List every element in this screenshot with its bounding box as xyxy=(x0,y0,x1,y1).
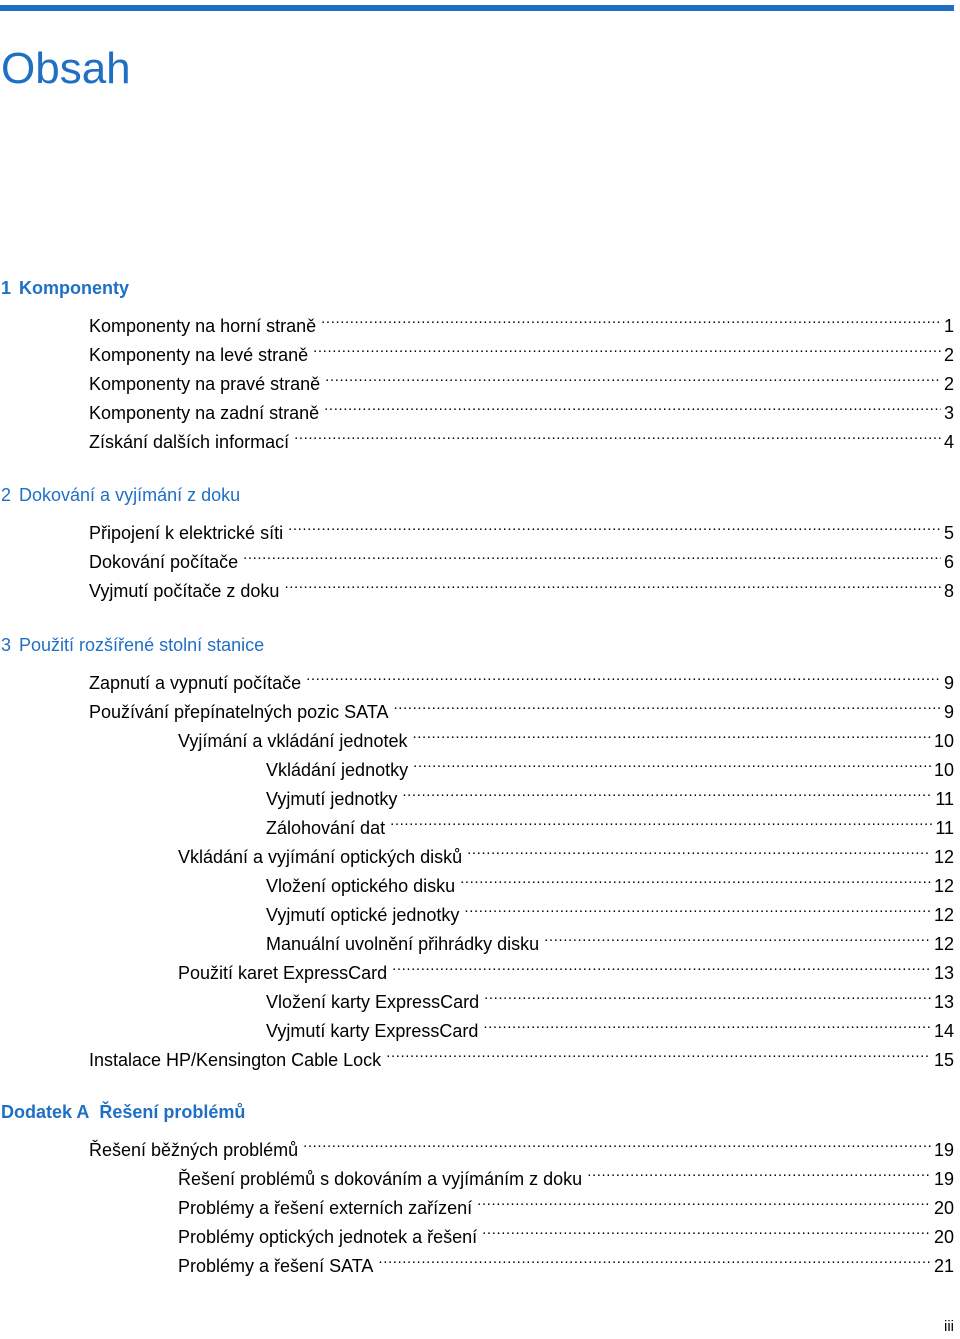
toc-entry[interactable] xyxy=(89,332,954,365)
toc-entry[interactable] xyxy=(266,863,954,896)
entry-page: 9 xyxy=(943,702,954,722)
dot-leader xyxy=(325,361,941,390)
dot-leader xyxy=(467,834,931,863)
header-rule xyxy=(0,5,954,11)
dot-leader xyxy=(464,892,931,921)
entry-label: Manuální uvolnění přihrádky disku xyxy=(266,934,540,954)
entry-page: 8 xyxy=(943,581,954,601)
entry-label: Problémy optických jednotek a řešení xyxy=(178,1227,478,1247)
chapter-number: 2 xyxy=(1,485,12,505)
chapter-name: Řešení problémů xyxy=(99,1102,246,1122)
entry-page: 2 xyxy=(943,374,954,394)
chapter-name: Komponenty xyxy=(19,278,130,298)
toc-entry[interactable] xyxy=(89,361,954,394)
chapter-number: 3 xyxy=(1,635,12,655)
toc-entry[interactable] xyxy=(89,419,954,452)
dot-leader xyxy=(303,1127,931,1156)
entry-label: Řešení běžných problémů xyxy=(89,1140,299,1160)
toc-entry[interactable] xyxy=(178,1185,954,1218)
chapter-number: 1 xyxy=(1,278,12,298)
entry-page: 19 xyxy=(933,1140,954,1160)
dot-leader xyxy=(313,332,941,361)
toc-entry[interactable] xyxy=(178,1243,954,1276)
entry-label: Komponenty na zadní straně xyxy=(89,403,320,423)
toc-entry[interactable] xyxy=(89,303,954,336)
toc-entry[interactable] xyxy=(266,805,954,838)
entry-page: 12 xyxy=(933,847,954,867)
dot-leader xyxy=(477,1185,931,1214)
toc-entry[interactable] xyxy=(178,1156,954,1189)
page-number: iii xyxy=(944,1318,954,1335)
toc-entry[interactable] xyxy=(266,921,954,954)
toc-entry[interactable] xyxy=(266,1008,954,1041)
entry-page: 13 xyxy=(933,992,954,1012)
entry-label: Vložení optického disku xyxy=(266,876,456,896)
toc-entry[interactable] xyxy=(89,1037,954,1070)
entry-page: 11 xyxy=(935,818,954,838)
entry-page: 9 xyxy=(943,673,954,693)
dot-leader xyxy=(587,1156,931,1185)
toc-entry[interactable] xyxy=(89,1127,954,1160)
dot-leader xyxy=(544,921,931,950)
chapter-heading[interactable] xyxy=(1,481,240,510)
dot-leader xyxy=(324,390,941,419)
entry-label: Instalace HP/Kensington Cable Lock xyxy=(89,1050,382,1070)
entry-label: Vkládání jednotky xyxy=(266,760,409,780)
entry-page: 15 xyxy=(933,1050,954,1070)
dot-leader xyxy=(483,1008,931,1037)
entry-page: 4 xyxy=(943,432,954,452)
dot-leader xyxy=(484,979,931,1008)
entry-page: 12 xyxy=(933,934,954,954)
entry-label: Získání dalších informací xyxy=(89,432,290,452)
dot-leader xyxy=(413,747,931,776)
toc-entry[interactable] xyxy=(178,950,954,983)
entry-page: 13 xyxy=(933,963,954,983)
dot-leader xyxy=(392,950,931,979)
dot-leader xyxy=(378,1243,931,1272)
chapter-name: Použití rozšířené stolní stanice xyxy=(19,635,265,655)
entry-label: Použití karet ExpressCard xyxy=(178,963,388,983)
entry-label: Komponenty na horní straně xyxy=(89,316,317,336)
entry-page: 14 xyxy=(933,1021,954,1041)
entry-label: Zálohování dat xyxy=(266,818,386,838)
entry-label: Komponenty na levé straně xyxy=(89,345,309,365)
entry-label: Vyjímání a vkládání jednotek xyxy=(178,731,408,751)
dot-leader xyxy=(284,568,941,597)
toc-entry[interactable] xyxy=(89,510,954,543)
chapter-heading[interactable] xyxy=(1,631,264,660)
entry-label: Komponenty na pravé straně xyxy=(89,374,321,394)
entry-page: 10 xyxy=(933,731,954,751)
entry-page: 3 xyxy=(943,403,954,423)
entry-page: 20 xyxy=(933,1198,954,1218)
dot-leader xyxy=(288,510,941,539)
toc-entry[interactable] xyxy=(89,390,954,423)
entry-page: 1 xyxy=(943,316,954,336)
chapter-name: Dokování a vyjímání z doku xyxy=(19,485,241,505)
entry-label: Vyjmutí karty ExpressCard xyxy=(266,1021,479,1041)
toc-entry[interactable] xyxy=(89,660,954,693)
chapter-heading[interactable] xyxy=(1,1098,245,1127)
entry-label: Používání přepínatelných pozic SATA xyxy=(89,702,389,722)
entry-label: Vyjmutí jednotky xyxy=(266,789,398,809)
toc-entry[interactable] xyxy=(178,1214,954,1247)
entry-label: Vkládání a vyjímání optických disků xyxy=(178,847,463,867)
toc-entry[interactable] xyxy=(178,718,954,751)
entry-page: 20 xyxy=(933,1227,954,1247)
entry-label: Vyjmutí počítače z doku xyxy=(89,581,280,601)
entry-label: Vyjmutí optické jednotky xyxy=(266,905,460,925)
dot-leader xyxy=(294,419,941,448)
toc-entry[interactable] xyxy=(266,747,954,780)
dot-leader xyxy=(386,1037,931,1066)
entry-label: Dokování počítače xyxy=(89,552,239,572)
toc-entry[interactable] xyxy=(89,568,954,601)
entry-page: 12 xyxy=(933,876,954,896)
entry-label: Připojení k elektrické síti xyxy=(89,523,284,543)
entry-label: Vložení karty ExpressCard xyxy=(266,992,480,1012)
dot-leader xyxy=(460,863,931,892)
entry-page: 6 xyxy=(943,552,954,572)
entry-page: 21 xyxy=(933,1256,954,1276)
dot-leader xyxy=(482,1214,931,1243)
dot-leader xyxy=(394,689,941,718)
entry-label: Problémy a řešení externích zařízení xyxy=(178,1198,473,1218)
toc-entry[interactable] xyxy=(266,892,954,925)
dot-leader xyxy=(321,303,941,332)
dot-leader xyxy=(243,539,941,568)
entry-page: 11 xyxy=(935,789,954,809)
chapter-heading[interactable] xyxy=(1,274,129,303)
entry-label: Řešení problémů s dokováním a vyjímáním z doku xyxy=(178,1169,583,1189)
entry-label: Zapnutí a vypnutí počítače xyxy=(89,673,302,693)
entry-page: 5 xyxy=(943,523,954,543)
entry-page: 12 xyxy=(933,905,954,925)
dot-leader xyxy=(412,718,931,747)
page-title: Obsah xyxy=(1,44,131,94)
toc-entry[interactable] xyxy=(266,776,954,809)
toc-entry[interactable] xyxy=(89,539,954,572)
dot-leader xyxy=(390,805,932,834)
toc-entry[interactable] xyxy=(178,834,954,867)
chapter-number: Dodatek A xyxy=(1,1102,90,1122)
dot-leader xyxy=(402,776,932,805)
entry-page: 19 xyxy=(933,1169,954,1189)
dot-leader xyxy=(306,660,941,689)
entry-page: 2 xyxy=(943,345,954,365)
toc-entry[interactable] xyxy=(89,689,954,722)
toc-entry[interactable] xyxy=(266,979,954,1012)
entry-label: Problémy a řešení SATA xyxy=(178,1256,374,1276)
entry-page: 10 xyxy=(933,760,954,780)
